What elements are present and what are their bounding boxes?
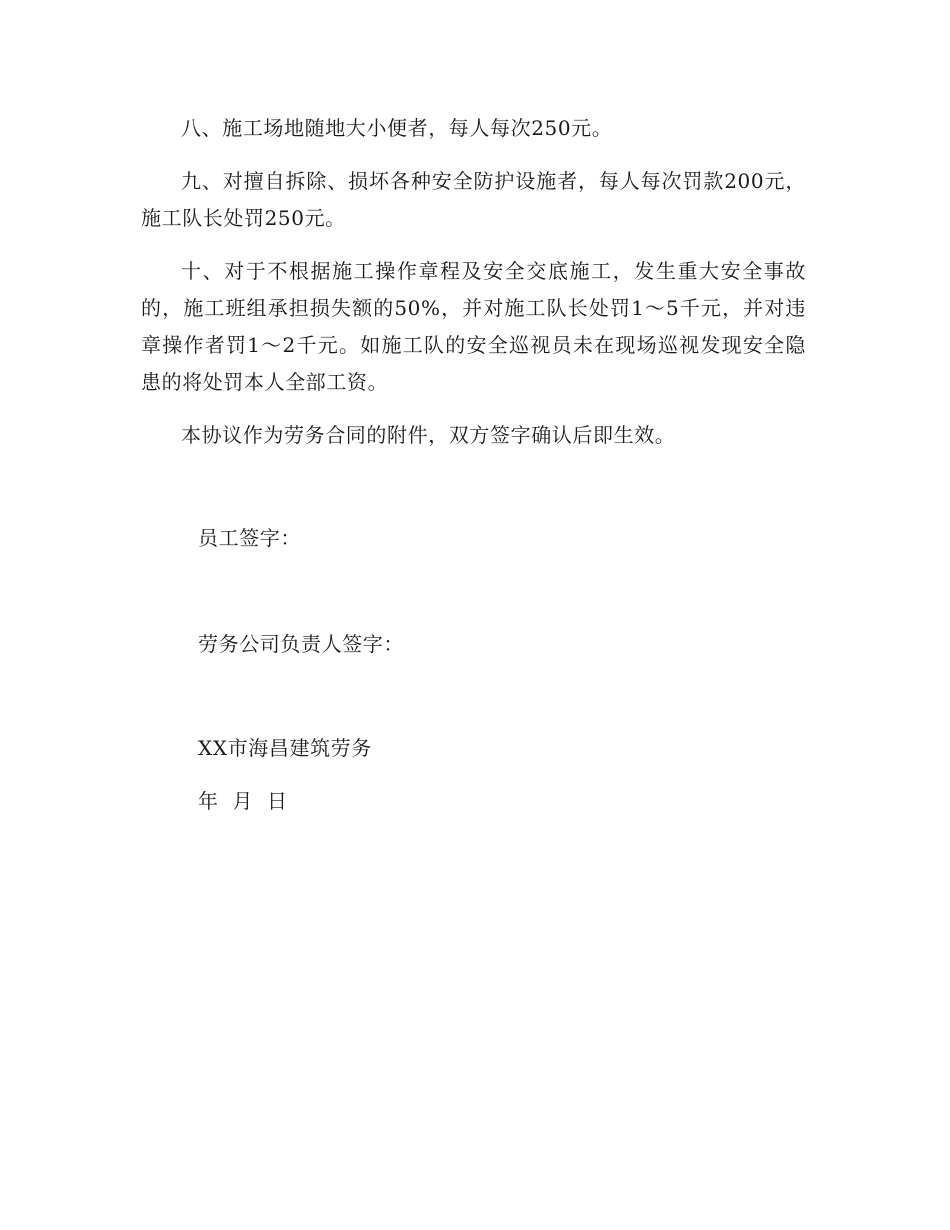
date-line: 年 月 日 [198, 789, 288, 813]
clause-ten: 十、对于不根据施工操作章程及安全交底施工，发生重大安全事故的，施工班组承担损失额的50%，并对施工队长处罚1～5千元，并对违章操作者罚1～2千元。如施工队的安全巡视员未在现场巡视发现安全隐患的将处罚本人全部工资。 [141, 259, 806, 394]
company-name: XX市海昌建筑劳务 [198, 736, 372, 760]
document-body [141, 110, 806, 470]
clause-nine: 九、对擅自拆除、损坏各种安全防护设施者，每人每次罚款200元，施工队长处罚250元。 [141, 169, 806, 230]
effective-statement: 本协议作为劳务合同的附件，双方签字确认后即生效。 [181, 423, 676, 447]
company-signature-label: 劳务公司负责人签字： [198, 632, 404, 656]
employee-signature-label: 员工签字： [198, 526, 301, 550]
clause-eight: 八、施工场地随地大小便者，每人每次250元。 [181, 116, 613, 140]
